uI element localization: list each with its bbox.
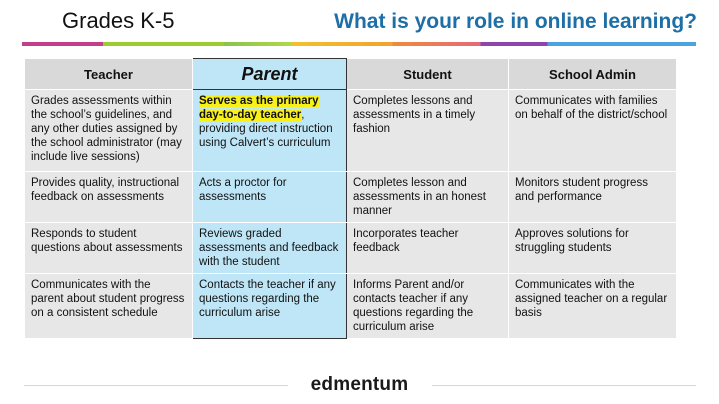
cell-parent <box>193 90 347 172</box>
cell-student: Informs Parent and/or contacts teacher if any questions regarding the curriculum arise <box>347 274 509 339</box>
roles-table <box>24 58 677 339</box>
cell-parent: Acts a proctor for assessments <box>193 172 347 223</box>
cell-teacher: Communicates with the parent about student progress on a consistent schedule <box>25 274 193 339</box>
cell-school-admin: Communicates with families on behalf of the district/school <box>509 90 677 172</box>
cell-parent: Reviews graded assessments and feedback with the student <box>193 223 347 274</box>
table-header-row <box>25 59 677 90</box>
page-title: What is your role in online learning? <box>334 10 697 33</box>
rainbow-divider <box>22 42 696 46</box>
highlighted-text: Serves as the primary day-to-day teacher <box>199 95 319 121</box>
header-teacher: Teacher <box>25 59 193 90</box>
header-school-admin: School Admin <box>509 59 677 90</box>
cell-teacher: Provides quality, instructional feedback on assessments <box>25 172 193 223</box>
cell-school-admin: Monitors student progress and performance <box>509 172 677 223</box>
header-parent: Parent <box>193 59 347 90</box>
cell-school-admin: Approves solutions for struggling students <box>509 223 677 274</box>
table-row <box>25 274 677 339</box>
cell-parent: Contacts the teacher if any questions regarding the curriculum arise <box>193 274 347 339</box>
cell-parent-text: , providing direct instruction using Calvert’s curriculum <box>199 109 333 149</box>
grade-label: Grades K-5 <box>62 8 175 33</box>
header-student: Student <box>347 59 509 90</box>
cell-student: Completes lesson and assessments in an honest manner <box>347 172 509 223</box>
edmentum-logo <box>0 374 719 396</box>
table-row <box>25 223 677 274</box>
cell-teacher: Responds to student questions about assessments <box>25 223 193 274</box>
cell-student: Completes lessons and assessments in a timely fashion <box>347 90 509 172</box>
table-row <box>25 172 677 223</box>
table-row <box>25 90 677 172</box>
cell-student: Incorporates teacher feedback <box>347 223 509 274</box>
cell-teacher: Grades assessments within the school’s guidelines, and any other duties assigned by the school administrator (may include live sessions) <box>25 90 193 172</box>
cell-school-admin: Communicates with the assigned teacher on a regular basis <box>509 274 677 339</box>
logo-text: edmentum <box>305 374 415 395</box>
